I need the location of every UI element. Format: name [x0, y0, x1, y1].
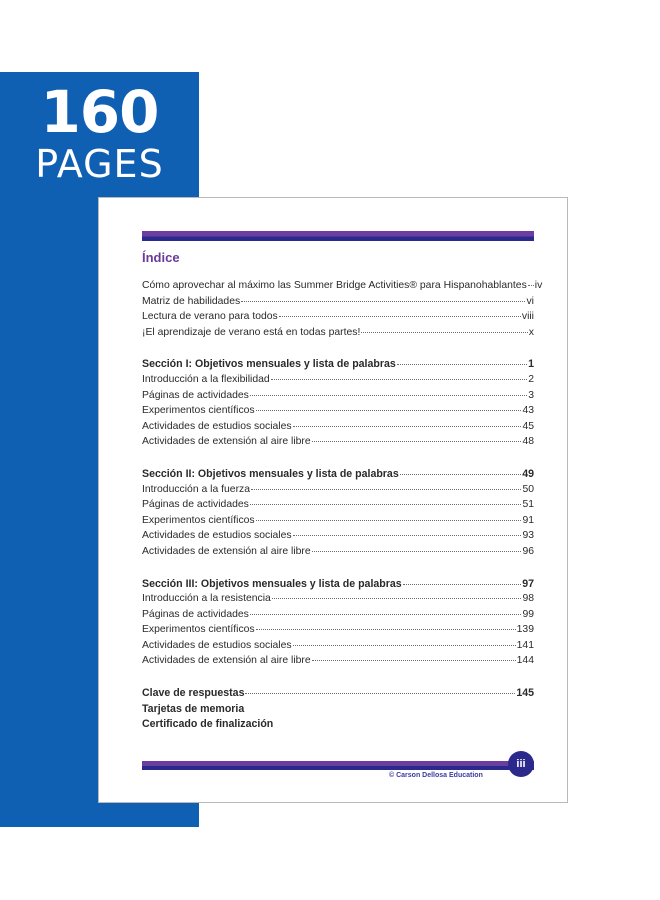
toc-entry-page: 144 [516, 655, 534, 667]
dot-leader [293, 426, 522, 427]
toc-entry-text: Experimentos científicos [142, 624, 255, 636]
toc-entry-text: Introducción a la resistencia [142, 593, 271, 605]
book-page-preview [98, 197, 568, 803]
toc-section-heading [142, 468, 534, 484]
toc-entry [142, 390, 534, 406]
page-title: Índice [142, 250, 180, 265]
page-count-number: 160 [40, 78, 159, 146]
page-number-badge: iii [508, 751, 534, 777]
toc-entry-text: Tarjetas de memoria [142, 702, 245, 715]
toc-entry-text: Lectura de verano para todos [142, 311, 278, 323]
toc-section-heading [142, 718, 534, 734]
toc-section-heading [142, 687, 534, 703]
dot-leader [293, 535, 522, 536]
toc-entry-page: 91 [522, 514, 534, 526]
toc-entry-page: 99 [522, 608, 534, 620]
toc-entry-page: 98 [522, 593, 534, 605]
toc-entry-text: Experimentos científicos [142, 405, 255, 417]
toc-entry-page: 45 [522, 420, 534, 432]
dot-leader [271, 379, 528, 380]
dot-leader [245, 693, 515, 694]
toc-entry-text: Cómo aprovechar al máximo las Summer Bridge Activities® para Hispanohablantes [142, 280, 527, 291]
toc-entry-text: Páginas de actividades [142, 389, 249, 401]
toc-entry [142, 421, 534, 437]
dot-leader [279, 316, 521, 317]
toc-entry [142, 484, 534, 500]
page-count-label: PAGES [35, 142, 164, 186]
toc-entry [142, 311, 534, 327]
dot-leader [293, 645, 516, 646]
toc-entry-text: Certificado de finalización [142, 718, 274, 731]
toc-entry [142, 280, 543, 296]
toc-entry [142, 436, 534, 452]
toc-entry-page: 96 [522, 545, 534, 557]
toc-entry-page: 93 [522, 530, 534, 542]
toc-entry-page: iv [534, 280, 543, 291]
toc-entry-page: 2 [528, 373, 534, 385]
toc-entry-text: Actividades de estudios sociales [142, 639, 292, 651]
toc-entry-text: Páginas de actividades [142, 608, 249, 620]
toc-entry-text: Introducción a la flexibilidad [142, 373, 270, 385]
toc-entry [142, 655, 534, 671]
dot-leader [312, 551, 522, 552]
dot-leader [241, 301, 525, 302]
toc-entry [142, 515, 534, 531]
toc-section-heading [142, 578, 534, 594]
toc-entry-page: 43 [522, 405, 534, 417]
toc-entry [142, 609, 534, 625]
dot-leader [272, 598, 522, 599]
toc-entry-text: Sección I: Objetivos mensuales y lista de palabras [142, 358, 396, 371]
dot-leader [251, 489, 521, 490]
dot-leader [312, 660, 516, 661]
table-of-contents [142, 280, 543, 734]
toc-entry-page: 51 [522, 499, 534, 511]
toc-entry-page: 141 [516, 639, 534, 651]
toc-entry-text: Experimentos científicos [142, 514, 255, 526]
dot-leader [256, 629, 516, 630]
toc-entry-page: 145 [516, 687, 534, 700]
toc-entry [142, 593, 534, 609]
toc-entry-text: Clave de respuestas [142, 687, 245, 700]
toc-entry [142, 405, 534, 421]
toc-entry-page: 48 [522, 436, 534, 448]
toc-entry [142, 640, 534, 656]
toc-entry-text: Actividades de extensión al aire libre [142, 545, 311, 557]
toc-entry-page: x [528, 326, 534, 338]
toc-entry-text: Actividades de estudios sociales [142, 530, 292, 542]
toc-entry-text: Sección II: Objetivos mensuales y lista de palabras [142, 467, 399, 480]
dot-leader [528, 285, 534, 286]
dot-leader [361, 332, 527, 333]
toc-entry [142, 327, 534, 343]
copyright-text: © Carson Dellosa Education [389, 772, 483, 779]
toc-entry-page: viii [521, 311, 534, 323]
toc-entry [142, 374, 534, 390]
toc-entry [142, 499, 534, 515]
dot-leader [250, 504, 522, 505]
toc-entry-text: ¡El aprendizaje de verano está en todas partes! [142, 326, 361, 338]
toc-entry-page: vi [526, 295, 534, 307]
toc-entry-text: Actividades de extensión al aire libre [142, 436, 311, 448]
toc-entry [142, 530, 534, 546]
toc-entry-text: Actividades de extensión al aire libre [142, 655, 311, 667]
toc-entry [142, 296, 534, 312]
dot-leader [397, 364, 527, 365]
toc-entry-page: 3 [528, 389, 534, 401]
bottom-rule [142, 761, 534, 770]
dot-leader [400, 474, 521, 475]
dot-leader [256, 410, 522, 411]
toc-entry [142, 546, 534, 562]
toc-entry-text: Actividades de estudios sociales [142, 420, 292, 432]
dot-leader [312, 441, 522, 442]
toc-section-heading [142, 358, 534, 374]
dot-leader [256, 520, 522, 521]
dot-leader [403, 584, 522, 585]
toc-entry-page: 50 [522, 483, 534, 495]
toc-entry-page: 1 [528, 358, 534, 371]
toc-entry-text: Matriz de habilidades [142, 295, 241, 307]
toc-entry [142, 624, 534, 640]
toc-section-heading [142, 703, 534, 719]
toc-entry-text: Introducción a la fuerza [142, 483, 251, 495]
toc-entry-page: 97 [522, 577, 534, 590]
dot-leader [250, 614, 522, 615]
dot-leader [250, 395, 527, 396]
toc-entry-text: Páginas de actividades [142, 499, 249, 511]
toc-entry-page: 49 [522, 467, 534, 480]
top-rule [142, 231, 534, 241]
toc-entry-text: Sección III: Objetivos mensuales y lista de palabras [142, 577, 402, 590]
toc-entry-page: 139 [516, 624, 534, 636]
